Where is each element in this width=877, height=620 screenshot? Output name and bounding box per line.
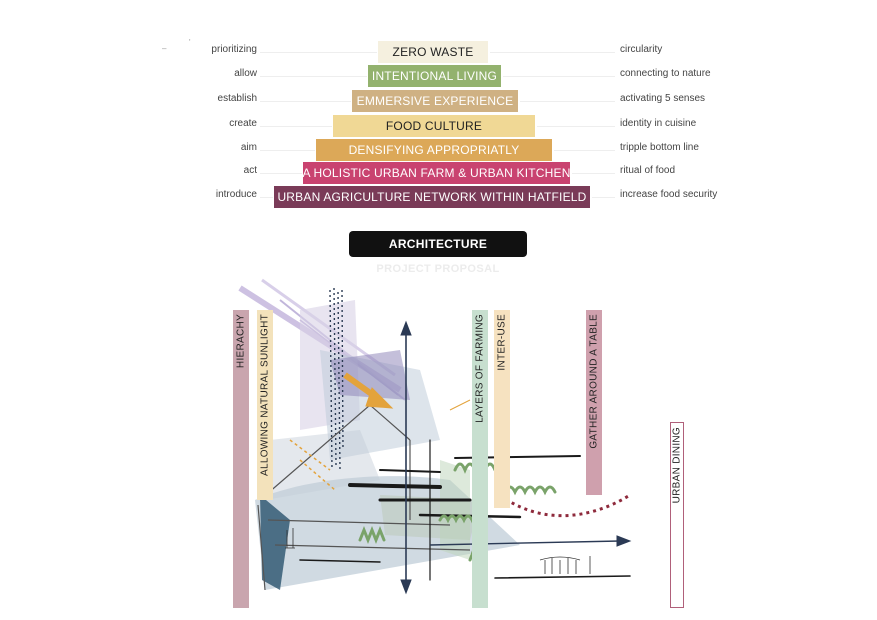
- layer-verb: create: [229, 118, 257, 129]
- layer-outcome: identity in cuisine: [620, 118, 697, 129]
- layer-bar: EMMERSIVE EXPERIENCE: [352, 90, 518, 112]
- label-gather: [586, 310, 602, 495]
- layer-verb: allow: [234, 68, 257, 79]
- layer-outcome: increase food security: [620, 189, 718, 200]
- layer-outcome: tripple bottom line: [620, 142, 699, 153]
- layer-outcome: connecting to nature: [620, 68, 711, 79]
- layer-bar: A HOLISTIC URBAN FARM & URBAN KITCHEN: [303, 162, 570, 184]
- layer-bar: URBAN AGRICULTURE NETWORK WITHIN HATFIELD: [274, 186, 590, 208]
- label-hierachy-text: HIERACHY: [235, 314, 247, 369]
- label-farming-text: LAYERS OF FARMING: [474, 314, 486, 423]
- layer-verb: introduce: [215, 189, 257, 200]
- label-sunlight: [257, 310, 273, 500]
- label-gather-text: GATHER AROUND A TABLE: [588, 314, 600, 449]
- layer-bar: DENSIFYING APPROPRIATLY: [316, 139, 552, 161]
- layer-outcome: ritual of food: [620, 165, 676, 176]
- layer-verb: aim: [240, 142, 257, 153]
- layer-bar: FOOD CULTURE: [333, 115, 535, 137]
- label-dining-text: URBAN DINING: [671, 427, 683, 504]
- label-dining: [670, 422, 684, 608]
- stray-mark: –: [162, 44, 167, 53]
- label-inter-use: [494, 310, 510, 508]
- layer-bar: ZERO WASTE: [378, 41, 488, 63]
- label-sunlight-text: ALLOWING NATURAL SUNLIGHT: [259, 314, 271, 476]
- layer-verb: establish: [217, 93, 257, 104]
- dotted-arc: [500, 495, 630, 516]
- layer-outcome: activating 5 senses: [620, 93, 706, 104]
- layer-verb: prioritizing: [211, 44, 257, 55]
- layer-verb: act: [243, 165, 257, 176]
- layer-outcome: circularity: [620, 44, 663, 55]
- label-inter-use-text: INTER-USE: [496, 314, 508, 371]
- section-subtitle: PROJECT PROPOSAL: [376, 263, 500, 275]
- layer-bar: INTENTIONAL LIVING: [368, 65, 501, 87]
- section-title: ARCHITECTURE: [349, 231, 527, 257]
- label-hierachy: [233, 310, 249, 608]
- stray-mark: ': [189, 38, 191, 47]
- label-farming: [472, 310, 488, 608]
